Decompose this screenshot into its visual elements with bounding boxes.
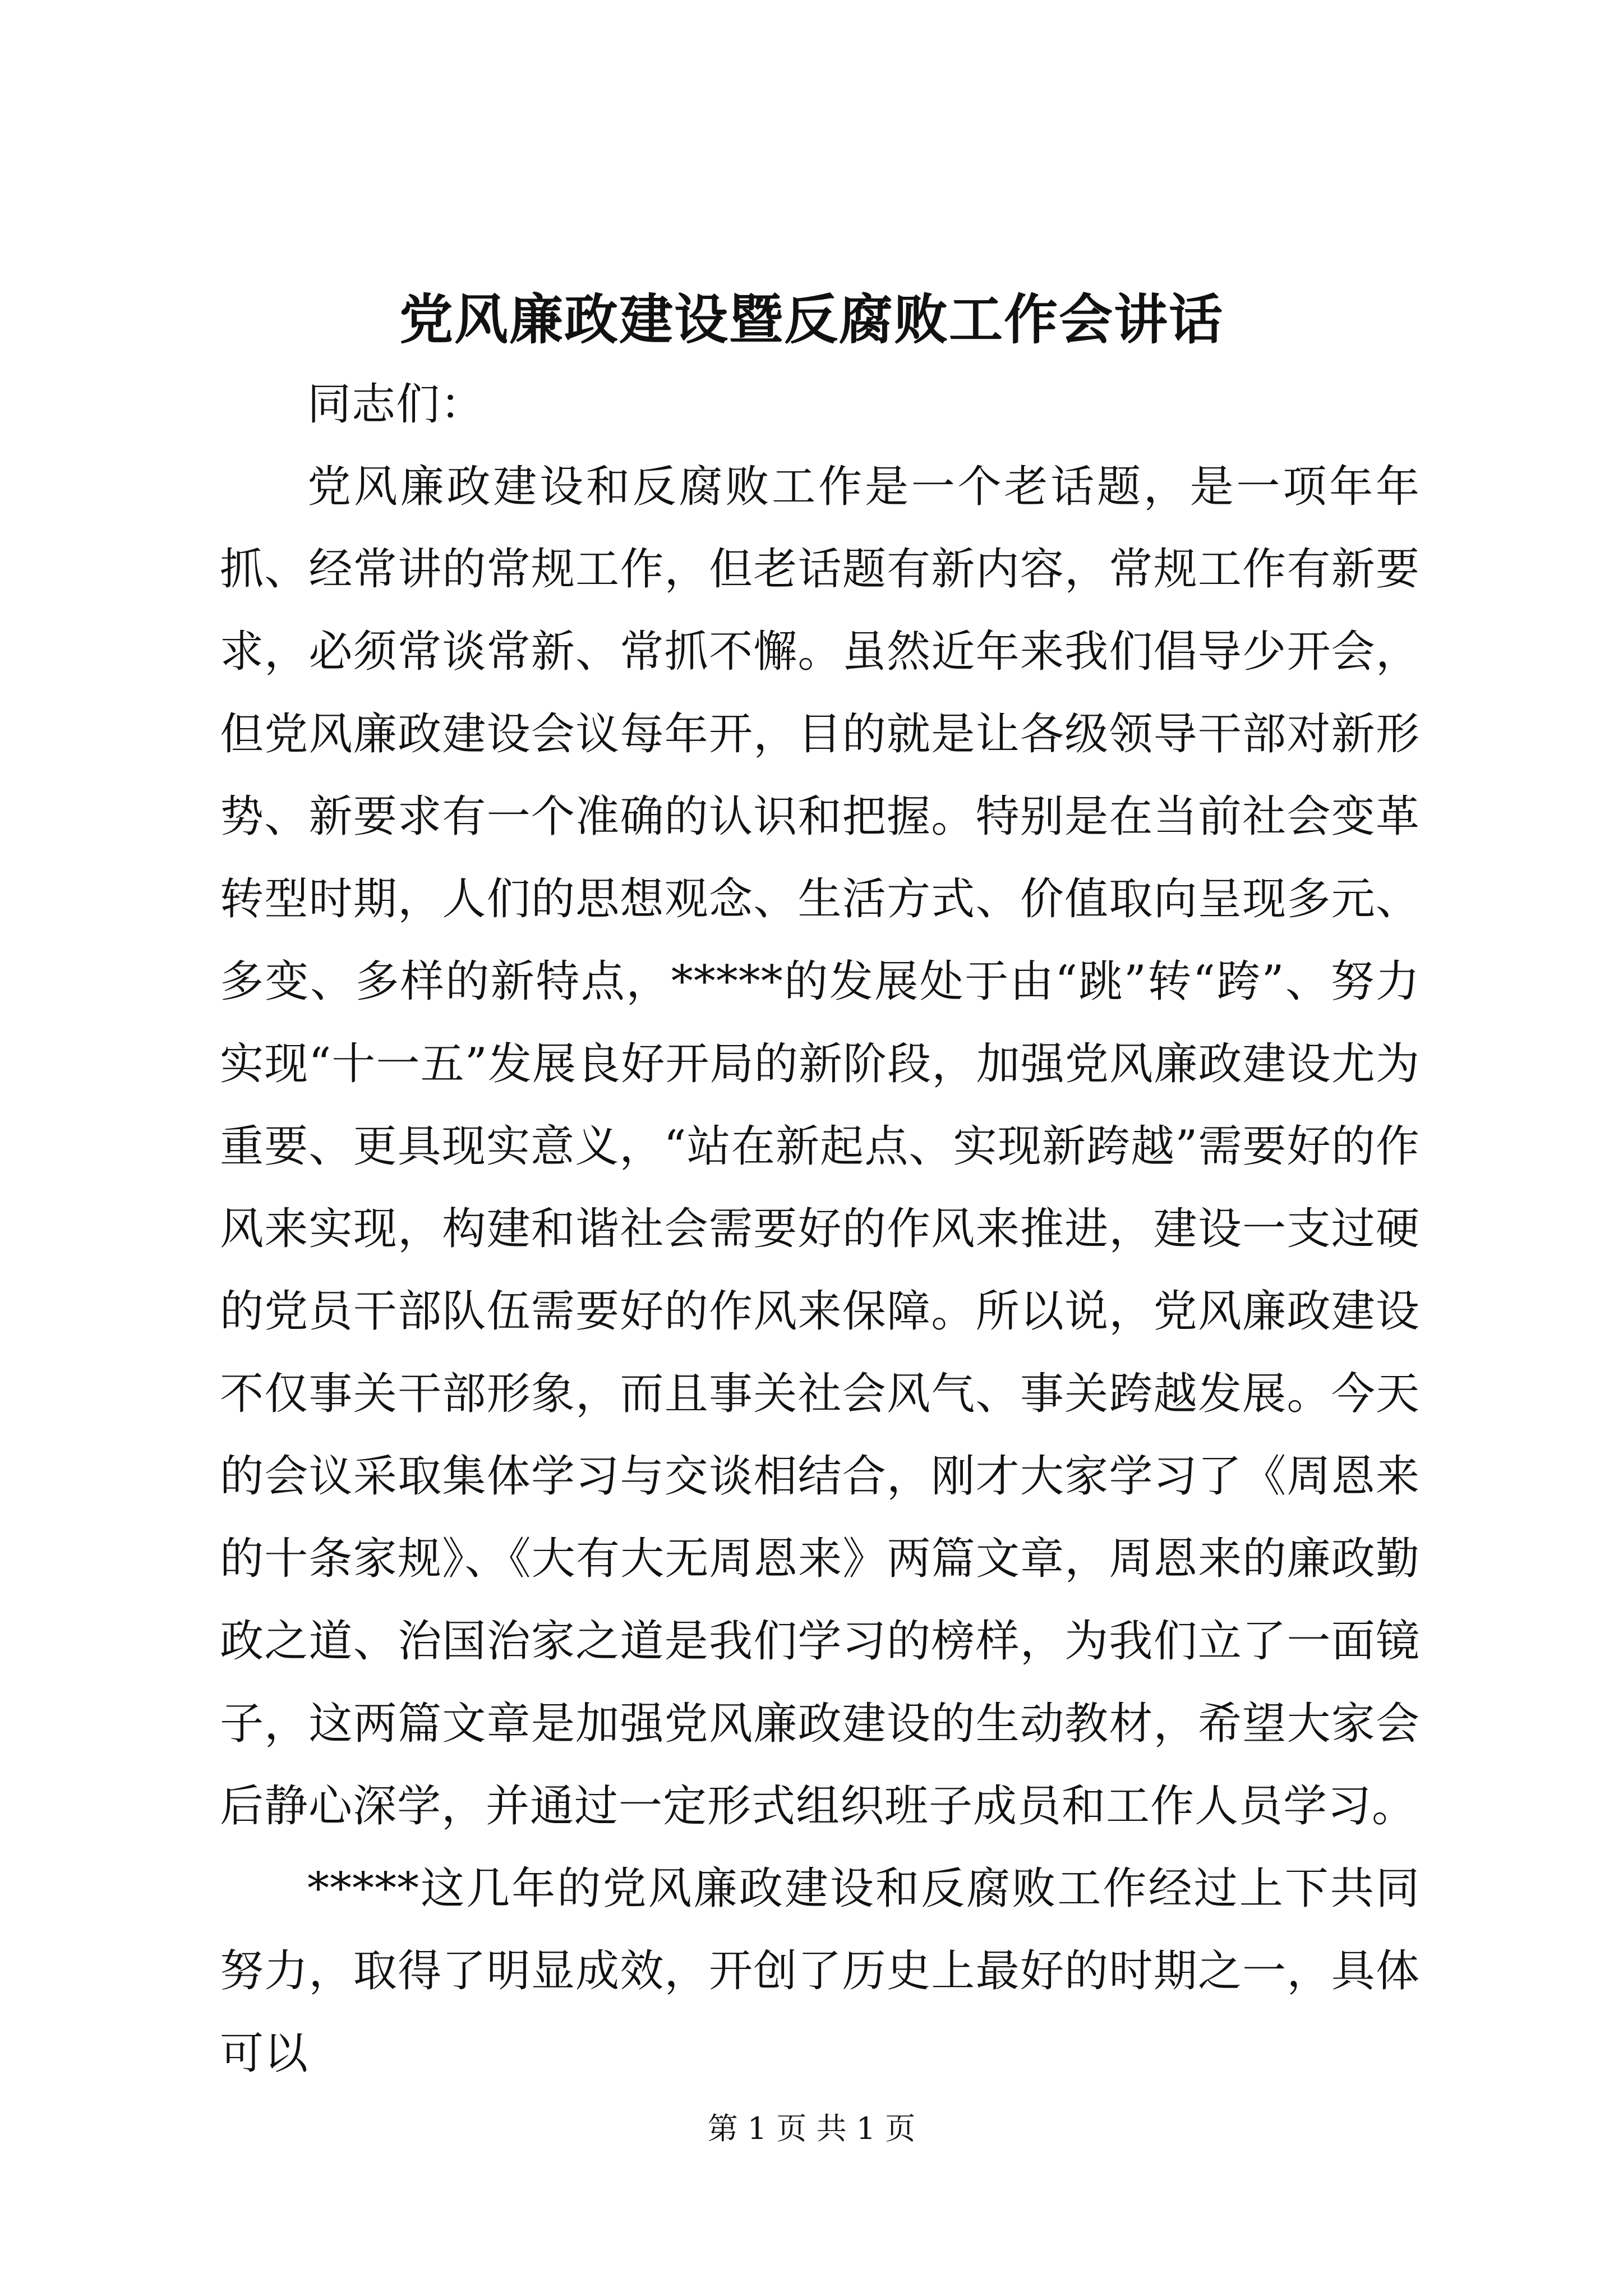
paragraph-2: *****这几年的党风廉政建设和反腐败工作经过上下共同努力，取得了明显成效，开创了历史上最好的时期之一，具体可以 [220, 1864, 1420, 2079]
document-body [220, 364, 1420, 2095]
document-title: 党风廉政建设暨反腐败工作会讲话 [399, 288, 1224, 351]
salutation: 同志们： [307, 379, 485, 430]
paragraph-1: 党风廉政建设和反腐败工作是一个老话题，是一项年年抓、经常讲的常规工作，但老话题有新内容，常规工作有新要求，必须常谈常新、常抓不懈。虽然近年来我们倡导少开会，但党风廉政建设会议每年开，目的就是让各级领导干部对新形势、新要求有一个准确的认识和把握。特别是在当前社会变革转型时期，人们的思想观念、生活方式、价值取向呈现多元、多变、多样的新特点，*****的发展处于由“跳”转“跨”、努力实现“十一五”发展良好开局的新阶段，加强党风廉政建设尤为重要、更具现实意义，“站在新起点、实现新跨越”需要好的作风来实现，构建和谐社会需要好的作风来推进，建设一支过硬的党员干部队伍需要好的作风来保障。所以说，党风廉政建设不仅事关干部形象，而且事关社会风气、事关跨越发展。今天的会议采取集体学习与交谈相结合，刚才大家学习了《周恩来的十条家规》、《大有大无周恩来》两篇文章，周恩来的廉政勤政之道、治国治家之道是我们学习的榜样，为我们立了一面镜子，这两篇文章是加强党风廉政建设的生动教材，希望大家会后静心深学，并通过一定形式组织班子成员和工作人员学习。 [220, 462, 1420, 1832]
page-footer: 第 1 页 共 1 页 [707, 2111, 916, 2146]
